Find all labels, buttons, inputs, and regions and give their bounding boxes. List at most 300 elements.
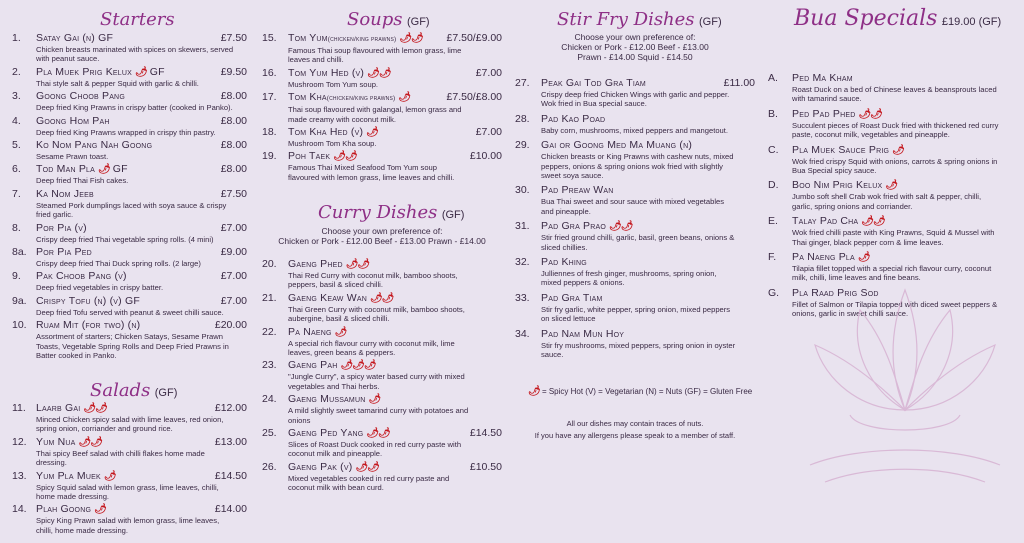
item-description: Crispy deep fried Thai vegetable spring rolls. (4 mini) [36,234,214,244]
item-name: Ped Pad Phed [792,107,856,120]
item-name-wrap [288,427,470,440]
item-price: £10.00 [469,150,502,163]
item-description: Bua Thai sweet and sour sauce with mixed vegetables and pineapple. [541,197,725,216]
item-name-wrap [792,144,1003,157]
curry-list [262,258,502,495]
chili-icon: 🌶🌶 [369,292,394,304]
salads-gf: (GF) [154,387,178,399]
item-name: Pad Kao Poad [541,112,606,125]
item-name: Por Pia (v) [36,221,87,234]
item-description: A mild slightly sweet tamarind curry with potatoes and onions [288,406,469,425]
chili-icon: 🌶 [398,92,411,104]
item-row [262,461,502,474]
allergen-note [515,418,755,442]
chili-icon: 🌶 [103,470,116,482]
item-description: Thai Red Curry with coconut milk, bamboo shoots, peppers, basil & sliced chilli. [288,271,458,290]
item-description: Deep fried vegetables in crispy batter. [36,283,164,293]
item-description: A special rich flavour curry with coconut milk, lime leaves, green beans & peppers. [288,338,455,358]
item-price: £8.00 [220,163,247,176]
curry-item [262,326,502,358]
chili-icon: 🌶 [366,127,378,139]
chili-icon: 🌶 [892,144,904,156]
item-name-wrap [288,126,476,139]
item-name-wrap [541,292,755,305]
item-number: A. [768,72,778,84]
starters-item [12,66,247,88]
item-name: Crispy Tofu (n) (v) GF [36,294,140,307]
item-name: Ko Nom Pang Nah Goong [36,139,153,152]
item-name-note: (chicken/king prawns) [326,95,396,103]
item-description: Slices of Roast Duck cooked in red curry paste with coconut milk and pineapple. [288,440,462,459]
item-row [12,163,247,176]
chili-icon: 🌶 [135,66,147,78]
item-name-wrap [288,359,502,372]
item-number: 12. [12,435,27,448]
item-name: Por Pia Ped [36,246,92,259]
item-name-wrap [541,184,755,197]
item-row [515,113,755,126]
item-name-wrap [541,220,755,233]
item-number: 18. [262,126,277,139]
item-name-wrap [36,246,221,259]
starters-item [12,32,247,64]
soups-item [262,91,502,124]
curry-item [262,427,502,459]
stirfry-preference [515,32,755,62]
item-number: 30. [515,184,530,197]
chili-icon: 🌶🌶🌶 [340,360,376,372]
chili-icon: 🌶 [368,394,381,406]
item-description: Tilapia fillet topped with a special rich flavour curry, coconut milk, chilli, lime leaves and fine beans. [792,264,992,283]
item-number: 15. [262,32,277,44]
item-description: Chicken breasts or King Prawns with cashew nuts, mixed peppers, onions & spring onions wok fried with slightly sweet soya sauce. [541,152,734,181]
item-number: 5. [12,139,21,152]
item-name: Goong Choob Pang [36,90,125,103]
item-price: £11.00 [723,77,755,89]
item-name: Gaeng Pah [288,359,338,372]
stirfry-item [515,256,755,288]
item-row [262,359,502,372]
item-name: Tom Yum Hed (v) [288,66,365,79]
item-name-wrap [36,32,221,45]
item-name-wrap [36,470,215,483]
stirfry-pref-line1: Choose your own preference of: [574,32,696,42]
item-name-wrap [36,90,221,103]
item-name: Tom Kha [288,91,327,104]
specials-price: £19.00 (GF) [941,16,1002,28]
item-row [768,108,1003,121]
salads-item [12,436,247,468]
item-number: 21. [262,291,277,304]
item-description: Baby corn, mushrooms, mixed peppers and mangetout. [541,125,728,135]
item-row [262,427,502,440]
item-row [768,179,1003,192]
item-number: 19. [262,150,277,163]
item-row [262,126,502,139]
item-name-wrap [36,436,215,449]
specials-title: Bua Specials [794,6,938,31]
curry-heading [318,202,464,223]
item-number: 9. [12,270,21,283]
item-row [262,91,502,105]
item-row [262,32,502,46]
chili-icon: 🌶🌶 [366,428,390,440]
curry-title: Curry Dishes [318,202,438,223]
starters-item [12,139,247,161]
item-number: 6. [12,163,21,176]
item-description: Mushroom Tom Yum soup. [288,79,379,89]
item-name-wrap [792,215,1003,228]
item-row [12,222,247,235]
item-description: Famous Thai soup flavoured with lemon grass, lime leaves and chilli. [288,46,462,65]
item-number: 28. [515,112,530,125]
item-name-wrap [792,108,1003,121]
item-name: Ped Ma Kham [792,72,853,84]
item-price: £8.00 [220,114,247,127]
item-price: £7.50/£8.00 [446,91,502,104]
item-number: 13. [12,469,27,482]
item-name: Pad Gra Prao [541,220,607,233]
item-name: Pa Naeng [288,325,332,338]
curry-item [262,258,502,290]
item-row [515,292,755,305]
item-description: Stir fried ground chilli, garlic, basil, green beans, onions & sliced chillies. [541,233,735,252]
item-price: £14.00 [214,503,247,516]
stirfry-heading [557,9,722,30]
item-number: 29. [515,139,530,152]
item-name: Plah Goong [36,503,92,516]
chili-icon: 🌶🌶 [861,216,885,228]
item-price: £7.00 [220,221,247,234]
item-row [515,77,755,90]
item-name: Boo Nim Prig Kelux [792,179,883,192]
item-row [12,32,247,45]
item-row [12,115,247,128]
curry-item [262,393,502,425]
soups-item [262,150,502,182]
item-number: 14. [12,503,27,516]
salads-item [12,503,247,535]
item-name: Ka Nom Jeeb [36,187,94,200]
item-number: 11. [12,402,26,414]
item-number: C. [768,143,779,156]
item-name-wrap [288,67,476,80]
chili-icon: 🌶🌶 [355,461,379,473]
item-name-wrap [36,270,221,283]
item-row [768,215,1003,228]
item-description: "Jungle Curry", a spicy water based curry with mixed vegetables and Thai herbs. [288,372,465,391]
item-row [768,144,1003,157]
item-row [262,326,502,339]
soups-heading [347,9,430,30]
starters-item [12,270,247,292]
item-price: £7.50 [220,32,247,44]
item-name: Yum Pla Muek [36,469,101,482]
item-row [12,319,247,332]
item-name: Poh Taek [288,150,331,163]
soups-gf: (GF) [406,16,430,28]
item-price: £10.50 [469,460,502,473]
item-price: £7.00 [475,126,502,139]
item-name: Gai or Goong Med Ma Muang (n) [541,139,693,152]
chili-icon: 🌶 [98,164,110,176]
chili-icon: 🌶🌶 [333,151,357,163]
item-number: 3. [12,90,21,103]
specials-heading [794,6,1001,31]
item-row [12,188,247,201]
item-name-wrap [36,115,221,128]
item-row [12,295,247,308]
item-row [12,66,247,79]
starters-item [12,163,247,185]
curry-pref-line2: Chicken or Pork - £12.00 Beef - £13.00 Prawn - £14.00 [278,236,486,246]
item-row [262,150,502,163]
item-number: 32. [515,256,530,269]
item-number: B. [768,107,778,120]
item-name-wrap [36,139,221,152]
item-name-wrap [288,32,447,46]
item-name-wrap [541,139,755,152]
item-row [768,72,1003,85]
item-description: Assortment of starters; Chicken Satays, Sesame Prawn Toasts, Vegetable Spring Rolls and Deep Fried Prawns in Batter cooked in Panko. [36,332,229,361]
item-number: D. [768,179,779,192]
item-number: 25. [262,427,277,440]
item-number: 8. [12,221,21,234]
item-description: Jumbo soft shell Crab wok fried with salt & pepper, chilli, garlic, spring onions and corriander. [792,192,982,211]
item-description: Minced Chicken spicy salad with lime leaves, red onion, spring onion, corriander and ground rice. [36,415,224,434]
item-name-wrap [541,77,724,90]
item-description: Stir fry garlic, white pepper, spring onion, mixed peppers on sliced lettuce [541,304,731,324]
item-price: £20.00 [214,319,247,332]
item-name-wrap [541,256,755,269]
item-row [12,402,247,415]
starters-item [12,246,247,268]
starters-item [12,295,247,317]
chili-icon: 🌶 [528,386,540,397]
salads-title: Salads [90,380,151,401]
chili-icon: 🌶 [885,180,898,192]
gluten-free-tag: GF [112,163,128,176]
item-description: Fillet of Salmon or Tilapia topped with diced sweet peppers & onions, garlic in sweet chilli sauce. [792,299,998,319]
soups-item [262,32,502,65]
item-name-wrap [288,326,502,339]
item-description: Wok fried crispy Squid with onions, carrots & spring onions in Bua Special spicy sauce. [792,156,998,176]
item-row [12,470,247,483]
specials-item [768,72,1003,104]
item-row [515,184,755,197]
item-name-wrap [36,163,221,176]
chili-icon: 🌶🌶 [78,436,102,448]
item-name: Ruam Mit (for two) (n) [36,319,141,332]
curry-preference [262,226,502,246]
item-description: Thai Green Curry with coconut milk, bamboo shoots, aubergine, basil & sliced chilli. [288,304,465,324]
item-name: Pad Khing [541,256,587,269]
item-name-wrap [541,328,755,341]
item-number: 24. [262,393,277,406]
item-name-wrap [36,319,215,332]
item-number: 16. [262,66,277,79]
item-price: £7.50/£9.00 [446,32,502,44]
item-name-wrap [288,393,502,406]
item-description: Stir fry mushrooms, mixed peppers, spring onion in oyster sauce. [541,340,736,360]
item-name: Tom Kha Hed (v) [288,126,364,139]
item-number: 31. [515,220,530,233]
item-name-wrap [36,188,221,201]
chili-icon: 🌶 [857,252,870,264]
item-name-wrap [792,179,1003,192]
salads-item [12,470,247,502]
item-description: Spicy Squid salad with lemon grass, lime leaves, chilli, home made dressing. [36,482,219,502]
item-price: £9.50 [220,65,247,78]
stirfry-gf: (GF) [699,16,722,28]
gluten-free-tag: GF [149,65,165,78]
item-description: Mushroom Tom Kha soup. [288,139,377,149]
item-description: Deep fried Tofu served with peanut & sweet chilli sauce. [36,307,224,317]
curry-item [262,292,502,324]
chili-icon: 🌶 [334,326,347,338]
item-number: 8a. [12,246,27,259]
item-name-wrap [288,150,470,163]
chili-icon: 🌶🌶 [83,403,107,414]
item-number: 26. [262,460,277,473]
item-number: F. [768,251,777,264]
curry-item [262,461,502,493]
item-description: Succulent pieces of Roast Duck fried with thickened red curry paste, coconut milk, vegetables and pineapple. [792,120,999,140]
legend-text: = Spicy Hot (V) = Vegetarian (N) = Nuts (GF) = Gluten Free [541,387,753,396]
starters-item [12,319,247,360]
salads-heading [90,380,177,401]
item-row [515,220,755,233]
item-name: Satay Gai (n) GF [36,32,114,44]
item-name: Pad Preaw Wan [541,184,614,197]
salads-list [12,402,247,537]
item-name: Pak Choob Pang (v) [36,270,127,283]
curry-gf: (GF) [441,209,465,221]
item-description: Steamed Pork dumplings laced with soya sauce & crispy fried garlic. [36,200,227,220]
item-row [12,139,247,152]
item-number: 22. [262,325,277,338]
stirfry-pref-line2: Chicken or Pork - £12.00 Beef - £13.00 [561,42,709,52]
item-name: Gaeng Phed [288,258,343,270]
item-number: 4. [12,114,21,127]
item-number: 20. [262,258,277,270]
item-price: £7.00 [220,270,247,283]
item-description: Sesame Prawn toast. [36,152,109,162]
item-description: Crispy deep fried Chicken Wings with garlic and pepper. Wok fried in Bua special sauce. [541,90,730,109]
item-price: £14.50 [469,427,502,440]
item-price: £7.00 [475,66,502,79]
starters-item [12,115,247,137]
soups-item [262,67,502,89]
item-row [262,67,502,80]
item-name: Gaeng Mussamun [288,393,366,406]
item-row [262,393,502,406]
item-name-wrap [288,461,470,474]
item-name: Pla Raad Prig Sod [792,286,879,299]
item-number: 1. [12,32,21,44]
item-description: Roast Duck on a bed of Chinese leaves & beansprouts laced with tamarind sauce. [792,85,997,104]
item-name-wrap [541,113,755,126]
item-row [262,258,502,271]
lotus-illustration [790,250,1020,530]
stirfry-title: Stir Fry Dishes [557,9,695,30]
soups-item [262,126,502,148]
item-description: Famous Thai Mixed Seafood Tom Yum soup flavoured with lemon grass, lime leaves and chilli. [288,163,455,182]
item-name-wrap [36,66,221,79]
item-row [12,90,247,103]
item-description: Spicy King Prawn salad with lemon grass, lime leaves, chilli, home made dressing. [36,516,220,535]
stirfry-item [515,292,755,324]
starters-heading: Starters [100,9,175,30]
chili-icon: 🌶🌶 [858,108,882,120]
soups-title: Soups [347,9,403,30]
item-price: £8.00 [220,90,247,103]
item-number: 7. [12,187,21,200]
item-name-wrap [288,258,502,271]
soups-list [262,32,502,184]
item-name-wrap [36,503,215,516]
item-description: Mixed vegetables cooked in red curry paste and coconut milk with bean curd. [288,473,450,493]
item-number: 34. [515,327,530,340]
item-name: Pa Naeng Pla [792,251,855,264]
item-description: Thai soup flavoured with galangal, lemon grass and made creamy with coconut milk. [288,105,462,124]
chili-icon: 🌶 [94,504,106,516]
item-name-note: (chicken/king prawns) [327,36,397,43]
chili-icon: 🌶🌶 [367,67,391,79]
chili-icon: 🌶🌶 [609,221,633,233]
starters-item [12,188,247,220]
starters-list [12,32,247,363]
specials-item [768,215,1003,247]
item-row [12,246,247,259]
item-price: £7.50 [220,187,247,200]
item-description: Thai spicy Beef salad with chilli flakes home made dressing. [36,448,205,468]
item-number: 27. [515,77,530,89]
starters-item [12,90,247,112]
item-description: Deep fried King Prawns wrapped in crispy thin pastry. [36,127,216,137]
item-description: Julliennes of fresh ginger, mushrooms, spring onion, mixed peppers & onions. [541,269,717,288]
item-price: £8.00 [220,139,247,152]
stirfry-item [515,184,755,216]
item-number: 9a. [12,294,27,307]
item-price: £12.00 [214,402,247,414]
item-row [515,328,755,341]
item-number: 2. [12,65,21,78]
item-number: 23. [262,359,277,372]
allergen-note-line1: All our dishes may contain traces of nuts. [566,419,704,428]
chili-icon: 🌶🌶 [345,259,370,270]
item-name: Pad Nam Mun Hoy [541,327,625,340]
item-number: G. [768,286,780,299]
item-number: E. [768,215,778,228]
specials-item [768,179,1003,211]
item-price: £9.00 [220,246,247,259]
item-row [12,436,247,449]
item-description: Crispy deep fried Thai Duck spring rolls. (2 large) [36,259,201,269]
item-name: Pla Muek Prig Kelux [36,65,132,78]
item-row [515,256,755,269]
stirfry-item [515,113,755,135]
stirfry-pref-line3: Prawn - £14.00 Squid - £14.50 [577,52,693,62]
item-name-wrap [36,222,221,235]
item-number: 10. [12,319,27,332]
stirfry-item [515,328,755,360]
item-price: £14.50 [214,469,247,482]
specials-item [768,108,1003,140]
legend [525,386,765,397]
item-price: £13.00 [214,435,247,448]
item-name: Talay Pad Cha [792,215,859,228]
